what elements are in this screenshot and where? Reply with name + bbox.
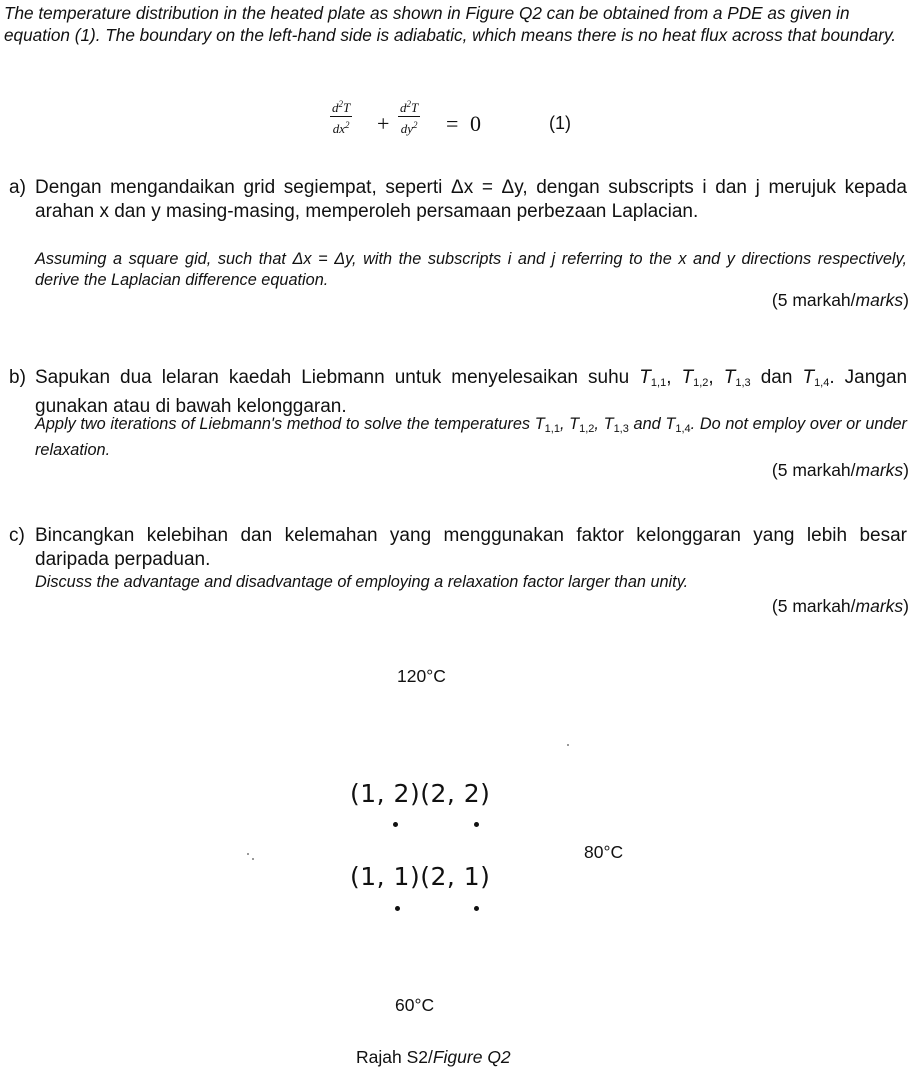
equation-number: (1)	[549, 113, 571, 133]
scan-speck	[247, 853, 249, 855]
question-a-label: a)	[9, 177, 26, 198]
question-c-marks: (5 markah/marks)	[771, 596, 909, 616]
question-a-english: Assuming a square gid, such that Δx = Δy, with the subscripts i and j referring to the x and y directions respectively, derive the Laplacian difference equation.	[35, 250, 907, 289]
node-row-top-labels: (1, 2)(2, 2)	[350, 779, 491, 808]
intro-paragraph: The temperature distribution in the heated plate as shown in Figure Q2 can be obtained from a PDE as given in equation (1). The boundary on the left-hand side is adiabatic, which means there is no heat flux across that boundary.	[4, 3, 897, 45]
boundary-right-temperature: 80°C	[584, 842, 624, 862]
question-b-english: Apply two iterations of Liebmann's method to solve the temperatures $T_{1,1}$, $T_{1,2}$, $T_{1,3}$ and $T_{1,4}$. Do not employ over or under relaxation.	[35, 415, 907, 459]
question-b-malay: Sapukan dua lelaran kaedah Liebmann untuk menyelesaikan suhu $T_{1,1}$, $T_{1,2}$, $T_{1,3}$ dan $T_{1,4}$. Jangan gunakan atau di bawah kelonggaran.	[35, 367, 908, 417]
scan-speck	[252, 858, 254, 860]
equation-equals: =	[446, 111, 459, 136]
scan-speck	[567, 744, 569, 746]
question-a-malay: Dengan mengandaikan grid segiempat, seperti Δx = Δy, dengan subscripts i dan j merujuk kepada arahan x dan y masing-masing, memperoleh persamaan perbezaan Laplacian.	[35, 177, 907, 222]
node-2-2-dot	[474, 822, 479, 827]
node-row-bottom-labels: (1, 1)(2, 1)	[350, 862, 491, 891]
boundary-top-temperature: 120°C	[397, 666, 446, 686]
node-1-1-dot	[395, 906, 400, 911]
question-b-marks: (5 markah/marks)	[771, 460, 909, 480]
question-a-marks: (5 markah/marks)	[771, 290, 909, 310]
equation-term-y: $d^2T$ $dy^2$	[400, 99, 419, 136]
figure-caption: Rajah S2/Figure Q2	[356, 1047, 511, 1067]
laplace-equation	[330, 96, 630, 152]
node-2-1-dot	[474, 906, 479, 911]
boundary-bottom-temperature: 60°C	[395, 995, 435, 1015]
equation-rhs: 0	[470, 111, 481, 136]
question-c-english: Discuss the advantage and disadvantage of employing a relaxation factor larger than unity.	[35, 573, 689, 591]
question-c-malay: Bincangkan kelebihan dan kelemahan yang menggunakan faktor kelonggaran yang lebih besar daripada perpaduan.	[35, 525, 907, 570]
question-b-label: b)	[9, 367, 26, 388]
equation-plus: +	[377, 111, 390, 136]
node-1-2-dot	[393, 822, 398, 827]
question-c-label: c)	[9, 525, 25, 546]
equation-term-x: $d^2T$ $dx^2$	[332, 99, 351, 136]
